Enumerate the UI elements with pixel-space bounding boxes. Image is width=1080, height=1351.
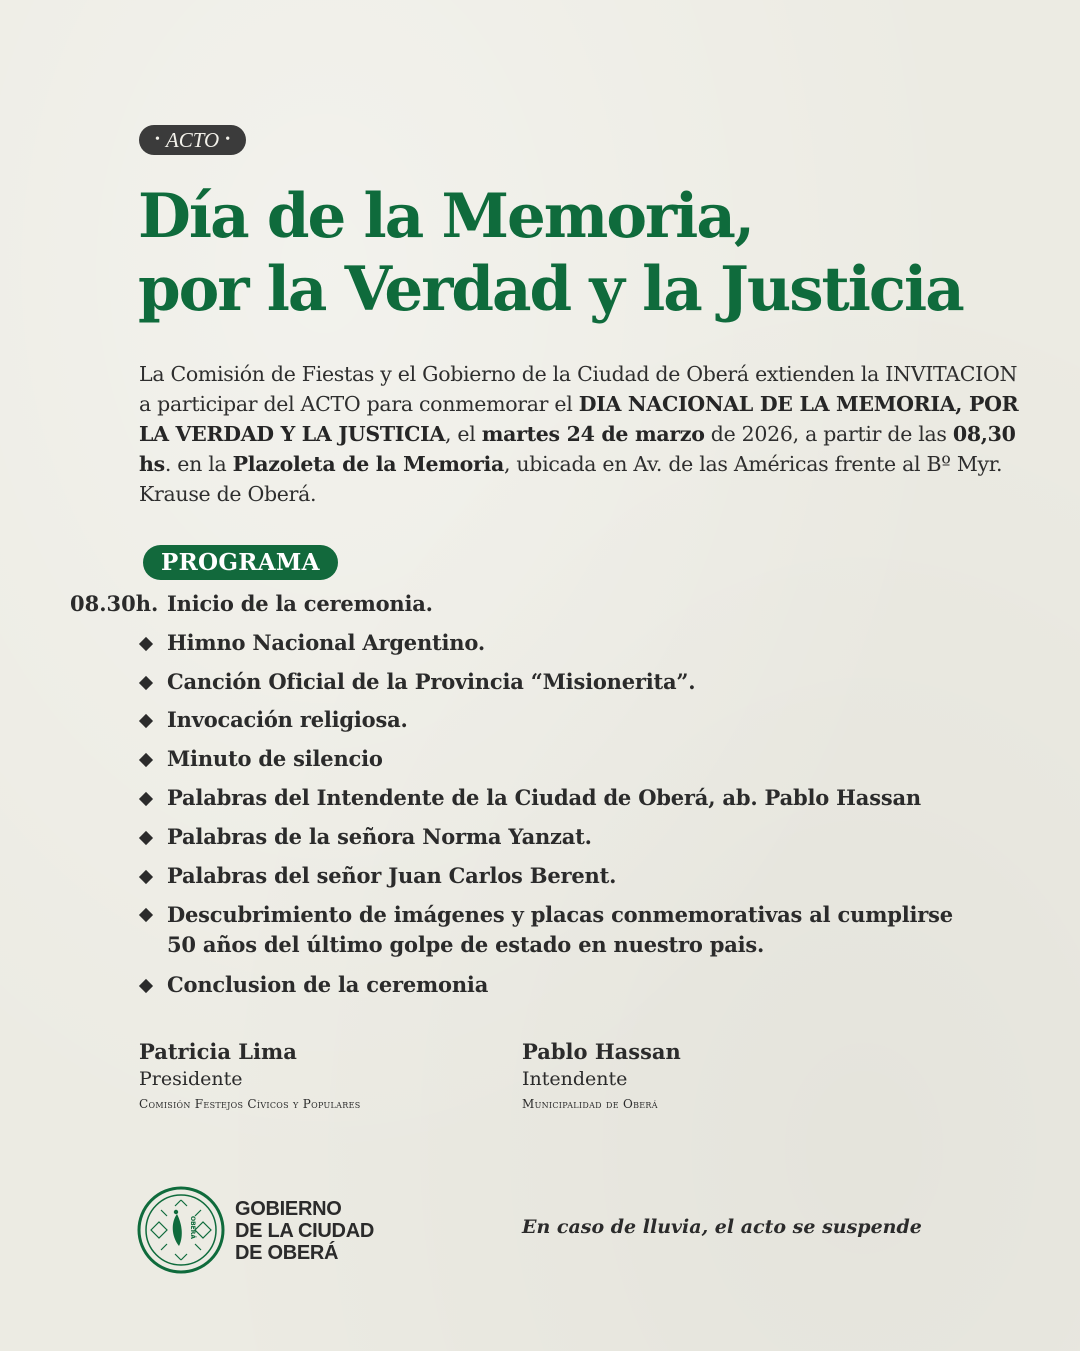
page-title: [138, 180, 963, 326]
gov-line-1: GOBIERNO: [235, 1198, 342, 1220]
bullet-icon: [139, 979, 153, 993]
intro-text-5: , ubicada en Av. de las Américas frente al Bº Myr. Krause de Oberá.: [139, 452, 1003, 506]
program-item: Conclusion de la ceremonia: [167, 972, 489, 997]
logo-text: OBERÁ: [189, 1216, 196, 1240]
intro-text-4: . en la: [164, 452, 233, 476]
title-line-1: Día de la Memoria,: [138, 181, 754, 252]
bullet-icon: [139, 637, 153, 651]
program-start-time: 08.30h.: [70, 591, 159, 616]
tag-label: ACTO: [165, 128, 220, 152]
program-item: Invocación religiosa.: [167, 707, 408, 732]
program-item: Canción Oficial de la Provincia “Misionerita”.: [167, 669, 696, 694]
gov-line-2: DE LA CIUDAD: [235, 1220, 374, 1242]
bullet-icon: [139, 714, 153, 728]
signature-name: Patricia Lima: [139, 1039, 297, 1064]
intro-text-1: La Comisión de Fiestas y el Gobierno de la Ciudad de Oberá extienden la INVITACION a participar del ACTO para conmemorar el: [139, 362, 1018, 416]
bullet-icon: [139, 831, 153, 845]
intro-venue: Plazoleta de la Memoria: [232, 452, 504, 476]
program-item: Palabras del Intendente de la Ciudad de Oberá, ab. Pablo Hassan: [167, 785, 921, 810]
signature-organization: Comisión Festejos Cívicos y Populares: [139, 1097, 361, 1111]
program-item-continuation: 50 años del último golpe de estado en nuestro pais.: [167, 932, 765, 957]
intro-text-2: , el: [445, 422, 482, 446]
signature-role: Intendente: [522, 1068, 628, 1090]
bullet-icon: [139, 753, 153, 767]
tag-dot-left: •: [155, 132, 160, 147]
program-item: Minuto de silencio: [167, 746, 383, 771]
intro-event-name: DIA NACIONAL DE LA MEMORIA, POR LA VERDAD Y LA JUSTICIA: [139, 392, 1019, 446]
rain-notice: En caso de lluvia, el acto se suspende: [522, 1216, 922, 1238]
bullet-icon: [139, 908, 153, 922]
obera-seal-logo: [137, 1186, 225, 1274]
gov-line-3: DE OBERÁ: [235, 1242, 339, 1264]
invitation-paragraph: [139, 359, 1019, 509]
program-item: Palabras del señor Juan Carlos Berent.: [167, 863, 617, 888]
signature-role: Presidente: [139, 1068, 243, 1090]
signature-name: Pablo Hassan: [522, 1039, 681, 1064]
intro-date: martes 24 de marzo: [481, 422, 705, 446]
program-item: Palabras de la señora Norma Yanzat.: [167, 824, 592, 849]
title-line-2: por la Verdad y la Justicia: [138, 254, 963, 325]
program-item: Himno Nacional Argentino.: [167, 630, 485, 655]
program-heading: PROGRAMA: [143, 545, 338, 580]
program-start-item: Inicio de la ceremonia.: [167, 591, 433, 616]
intro-text-3: de 2026, a partir de las: [704, 422, 953, 446]
government-wordmark: [235, 1198, 374, 1264]
bullet-icon: [139, 870, 153, 884]
acto-tag: [139, 125, 246, 155]
bullet-icon: [139, 676, 153, 690]
bullet-icon: [139, 792, 153, 806]
tag-dot-right: •: [225, 132, 231, 147]
program-item: Descubrimiento de imágenes y placas conmemorativas al cumplirse: [167, 902, 953, 927]
intro-time: 08,30 hs: [139, 422, 1016, 476]
signature-organization: Municipalidad de Oberá: [522, 1097, 658, 1111]
